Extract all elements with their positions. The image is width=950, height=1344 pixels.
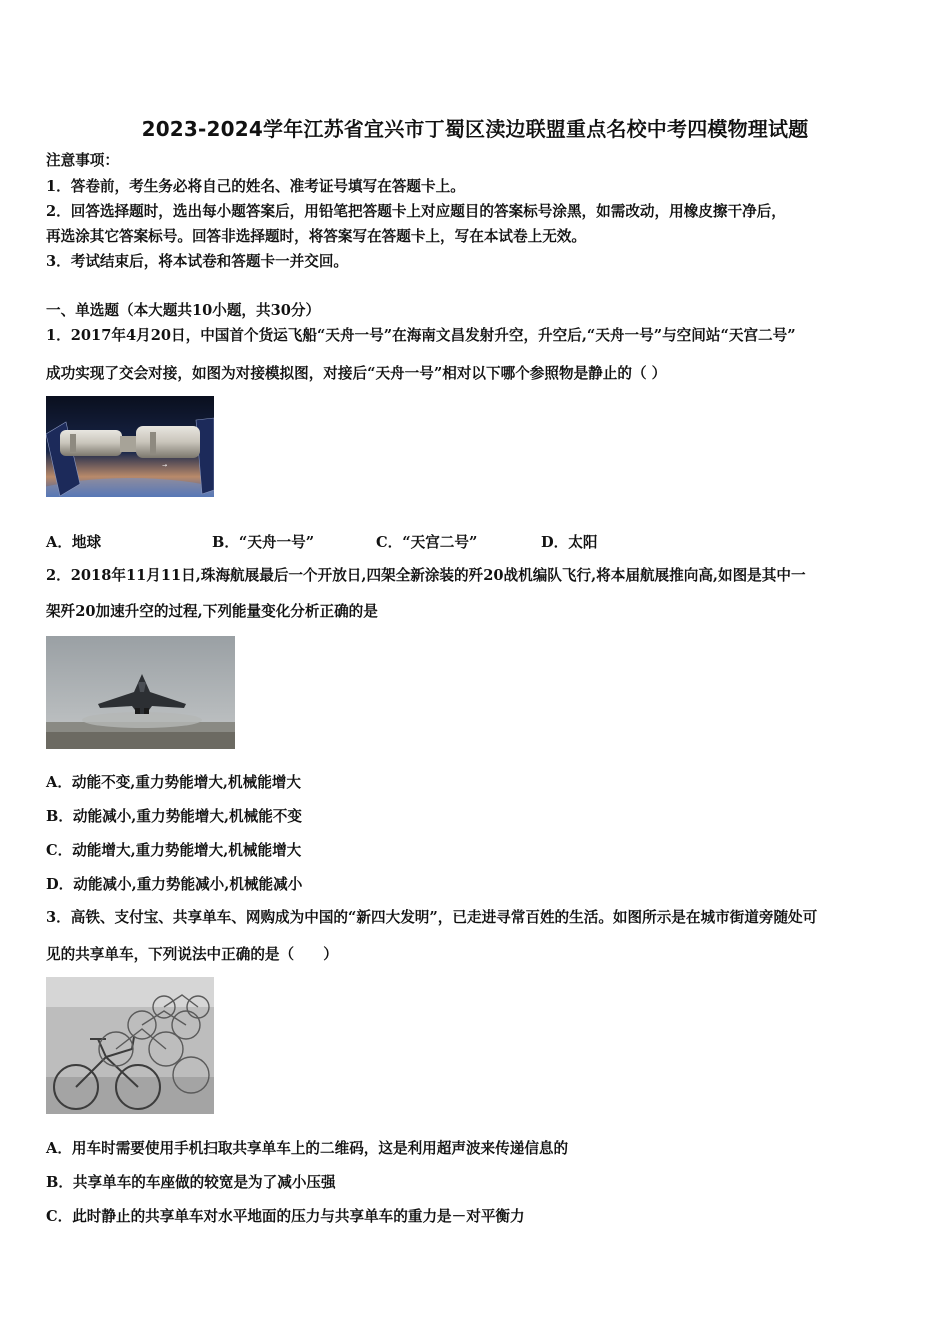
q1-option-d: D．太阳 bbox=[541, 534, 598, 551]
q1-stem-line2: 成功实现了交会对接，如图为对接模拟图，对接后“天舟一号”相对以下哪个参照物是静止的（ ） bbox=[46, 365, 667, 382]
shared-bikes-photo bbox=[46, 977, 214, 1114]
q1-stem-line1: 1．2017年4月20日，中国首个货运飞船“天舟一号”在海南文昌发射升空，升空后,“天舟一号”与空间站“天宫二号” bbox=[46, 327, 796, 344]
q2-option-c: C．动能增大,重力势能增大,机械能增大 bbox=[46, 842, 302, 859]
q3-option-c: C．此时静止的共享单车对水平地面的压力与共享单车的重力是－对平衡力 bbox=[46, 1208, 525, 1225]
fighter-jet-photo bbox=[46, 636, 235, 749]
notice-item-3: 3．考试结束后，将本试卷和答题卡一并交回。 bbox=[46, 253, 349, 270]
q3-option-a: A．用车时需要使用手机扫取共享单车上的二维码，这是利用超声波来传递信息的 bbox=[46, 1140, 569, 1157]
q2-option-a: A．动能不变,重力势能增大,机械能增大 bbox=[46, 774, 301, 791]
svg-text:→: → bbox=[162, 462, 168, 469]
q3-stem-line1: 3．高铁、支付宝、共享单车、网购成为中国的“新四大发明”，已走进寻常百姓的生活。如图所示是在城市街道旁随处可 bbox=[46, 909, 818, 926]
notice-heading: 注意事项： bbox=[46, 152, 119, 169]
q1-option-b: B．“天舟一号” bbox=[212, 534, 315, 551]
page-title: 2023-2024学年江苏省宜兴市丁蜀区渎边联盟重点名校中考四模物理试题 bbox=[141, 117, 809, 141]
q2-option-d: D．动能减小,重力势能减小,机械能减小 bbox=[46, 876, 303, 893]
notice-item-2-cont: 再选涂其它答案标号。回答非选择题时，将答案写在答题卡上，写在本试卷上无效。 bbox=[46, 228, 586, 245]
q1-option-a: A．地球 bbox=[46, 534, 102, 551]
notice-item-2: 2．回答选择题时，选出每小题答案后，用铅笔把答题卡上对应题目的答案标号涂黑，如需改动，用橡皮擦干净后， bbox=[46, 203, 786, 220]
docking-illustration bbox=[46, 396, 214, 497]
notice-item-1: 1．答卷前，考生务必将自己的姓名、准考证号填写在答题卡上。 bbox=[46, 178, 465, 195]
q3-option-b: B．共享单车的车座做的较宽是为了减小压强 bbox=[46, 1174, 336, 1191]
q2-option-b: B．动能减小,重力势能增大,机械能不变 bbox=[46, 808, 302, 825]
q2-stem-line2: 架歼20加速升空的过程,下列能量变化分析正确的是 bbox=[46, 603, 378, 620]
section-heading: 一、单选题（本大题共10小题，共30分） bbox=[46, 302, 321, 319]
q1-option-c: C．“天宫二号” bbox=[376, 534, 478, 551]
q3-stem-line2: 见的共享单车，下列说法中正确的是（ ） bbox=[46, 946, 338, 963]
q2-stem-line1: 2．2018年11月11日,珠海航展最后一个开放日,四架全新涂装的歼20战机编队飞行,将本届航展推向高,如图是其中一 bbox=[46, 567, 806, 584]
